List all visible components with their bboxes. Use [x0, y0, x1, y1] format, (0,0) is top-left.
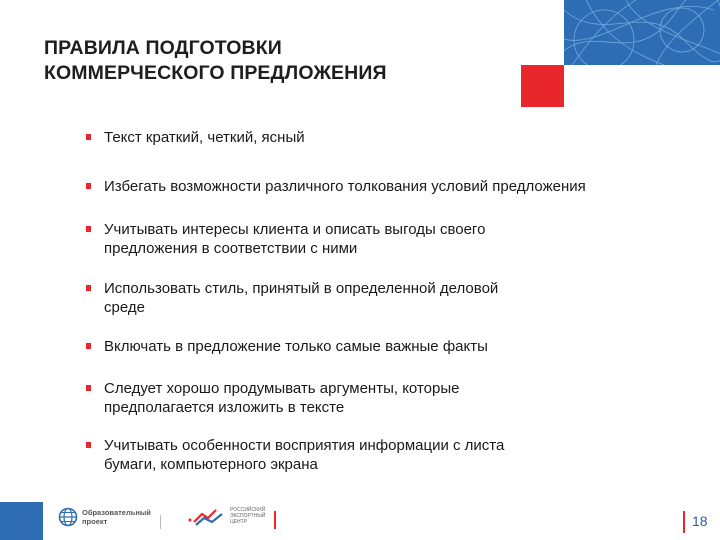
educational-project-logo: [58, 505, 168, 535]
network-lines-pattern-icon: [564, 0, 720, 65]
bullet-text-line-2: предполагается изложить в тексте: [104, 399, 345, 416]
footer-red-divider: [274, 511, 276, 529]
page-number-divider: [683, 511, 685, 533]
export-center-logo-icon: [186, 506, 226, 528]
bullet-marker: [86, 442, 91, 448]
bullet-text-line-1: Учитывать интересы клиента и описать выгоды своего: [104, 221, 486, 238]
decorative-red-square: [521, 65, 564, 107]
list-item: [86, 279, 696, 317]
bullet-marker: [86, 134, 91, 140]
bullet-marker: [86, 285, 91, 291]
logo2-line-2: ЭКСПОРТНЫЙ: [230, 513, 266, 519]
educational-project-logo-text: [82, 508, 151, 526]
list-item: [86, 436, 696, 474]
bullet-text-line-2: предложения в соответствии с ними: [104, 240, 358, 257]
bullet-text-line-1: Использовать стиль, принятый в определенной деловой: [104, 280, 499, 297]
footer-blue-block: [0, 502, 43, 540]
footer-divider: [160, 515, 161, 529]
bullet-text-line-2: среде: [104, 299, 145, 316]
bullet-text-line-1: Включать в предложение только самые важные факты: [104, 338, 488, 355]
bullet-marker: [86, 343, 91, 349]
bullet-marker: [86, 183, 91, 189]
bullet-marker: [86, 385, 91, 391]
bullet-marker: [86, 226, 91, 232]
bullet-text-line-1: Текст краткий, четкий, ясный: [104, 129, 305, 146]
page-number: 18: [692, 513, 708, 529]
list-item: [86, 128, 696, 147]
export-center-logo: [186, 504, 276, 534]
slide-title: [44, 36, 514, 86]
logo2-line-3: ЦЕНТР: [230, 519, 248, 525]
export-center-logo-text: [230, 507, 265, 525]
bullet-text-line-2: бумаги, компьютерного экрана: [104, 456, 318, 473]
logo1-line-1: Образовательный: [82, 508, 151, 517]
bullet-text-line-1: Избегать возможности различного толкования условий предложения: [104, 178, 586, 195]
list-item: [86, 220, 696, 258]
list-item: [86, 177, 696, 196]
bullet-text-line-1: Учитывать особенности восприятия информации с листа: [104, 437, 505, 454]
list-item: [86, 379, 696, 417]
bullet-text-line-1: Следует хорошо продумывать аргументы, которые: [104, 380, 460, 397]
logo1-line-2: проект: [82, 517, 108, 526]
title-line-1: ПРАВИЛА ПОДГОТОВКИ: [44, 37, 282, 59]
globe-icon: [58, 507, 78, 527]
decorative-pattern-block: [564, 0, 720, 65]
list-item: [86, 337, 696, 356]
title-line-2: КОММЕРЧЕСКОГО ПРЕДЛОЖЕНИЯ: [44, 62, 387, 84]
logo2-line-1: РОССИЙСКИЙ: [230, 507, 266, 513]
